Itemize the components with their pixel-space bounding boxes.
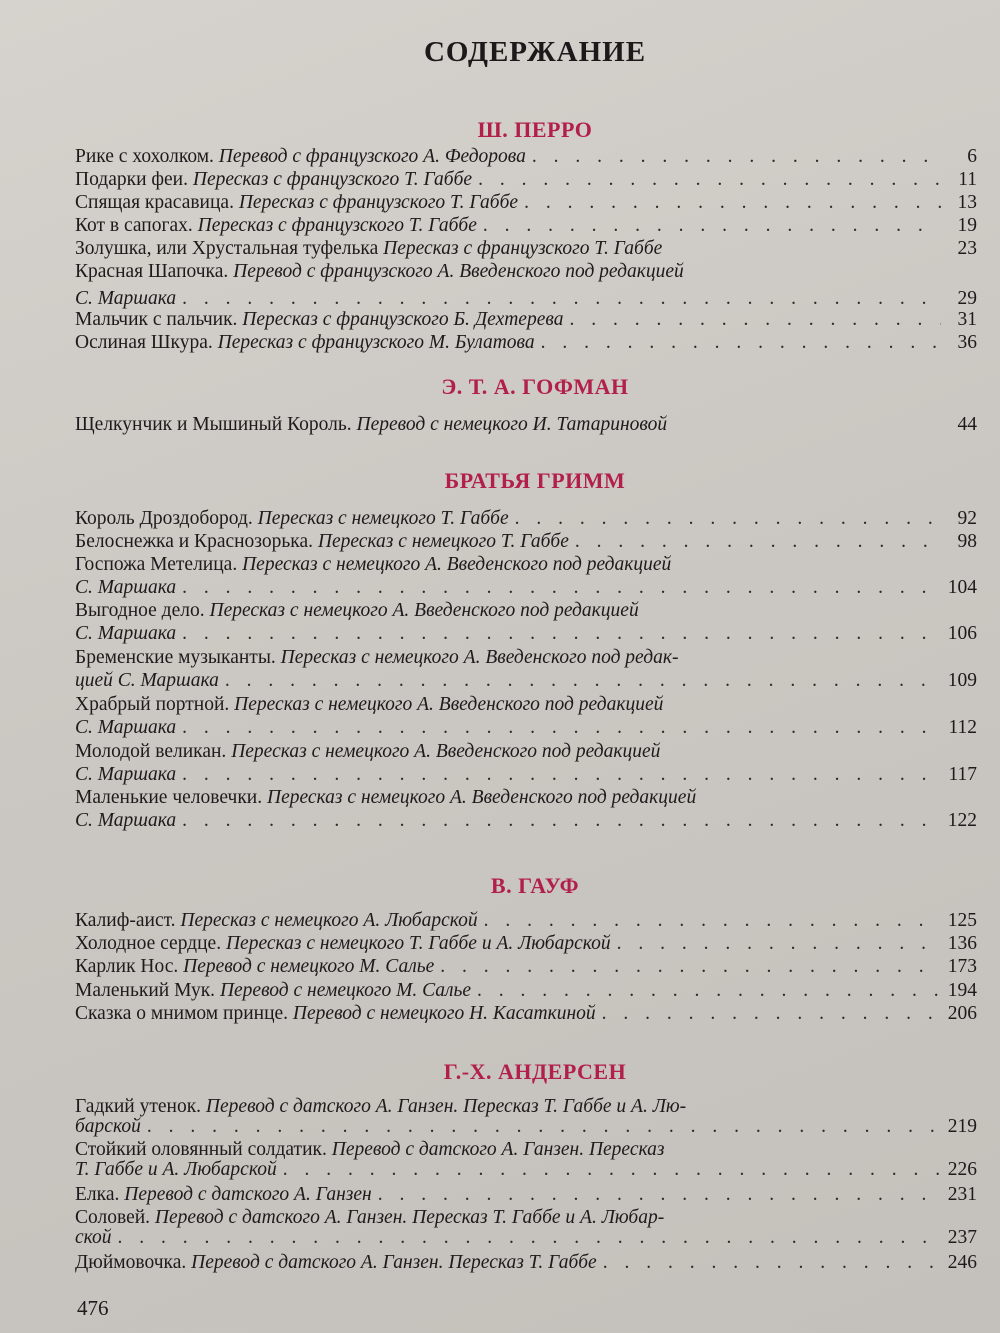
entry-translator: Перевод с датского А. Ганзен. Пересказ Т. Габбе xyxy=(191,1252,597,1273)
entry-translator-cont: ской xyxy=(75,1227,112,1248)
entry-title: Ослиная Шкура. xyxy=(75,332,213,353)
entry-title: Золушка, или Хрустальная туфелька xyxy=(75,238,379,259)
entry-translator: Перевод с немецкого И. Татариновой xyxy=(356,414,668,435)
entry-page: 6 xyxy=(967,146,977,167)
toc-entry[interactable] xyxy=(75,309,977,332)
entry-translator: Пересказ с немецкого А. Введенского под редак- xyxy=(280,647,679,668)
leader-dots xyxy=(532,146,941,169)
toc-entry[interactable] xyxy=(75,933,977,956)
entry-page: 104 xyxy=(947,576,977,598)
entry-translator-cont: С. Маршака xyxy=(75,809,177,831)
leader-dots xyxy=(378,1185,941,1205)
entry-translator: Перевод с немецкого М. Салье xyxy=(219,980,472,1001)
entry-translator-cont: С. Маршака xyxy=(75,576,177,598)
entry-translator-cont: цией С. Маршака xyxy=(75,669,219,691)
toc-entry[interactable] xyxy=(75,1003,977,1026)
entry-title: Король Дроздобород. xyxy=(75,508,253,529)
entry-title: Стойкий оловянный солдатик. xyxy=(75,1139,327,1160)
entry-title: Выгодное дело. xyxy=(75,600,205,621)
toc-entry[interactable] xyxy=(75,215,977,238)
entry-page: 219 xyxy=(947,1116,977,1137)
entry-page: 136 xyxy=(947,933,977,954)
leader-dots xyxy=(225,670,941,693)
entry-page: 226 xyxy=(947,1159,977,1180)
entry-translator: Пересказ с французского М. Булатова xyxy=(217,332,535,353)
entry-translator: Пересказ с немецкого А. Введенского под редакцией xyxy=(209,600,639,621)
entry-translator-cont: С. Маршака xyxy=(75,763,177,785)
leader-dots xyxy=(440,956,941,979)
entry-translator: Пересказ с немецкого А. Любарской xyxy=(180,910,478,931)
entry-translator: Пересказ с немецкого А. Введенского под редакцией xyxy=(234,694,664,715)
toc-entry[interactable] xyxy=(75,694,977,739)
toc-entry[interactable] xyxy=(75,787,977,832)
entry-page: 19 xyxy=(957,215,977,236)
leader-dots xyxy=(182,717,941,740)
toc-entry[interactable] xyxy=(75,169,977,192)
author-heading-hoffmann: Э. Т. А. ГОФМАН xyxy=(441,374,629,399)
leader-dots xyxy=(182,623,941,646)
leader-dots xyxy=(478,169,941,192)
entry-translator: Пересказ с французского Т. Габбе xyxy=(383,238,663,259)
leader-dots xyxy=(569,309,941,332)
entry-page: 29 xyxy=(957,287,977,309)
author-heading-andersen: Г.-Х. АНДЕРСЕН xyxy=(443,1059,627,1084)
leader-dots xyxy=(602,1003,941,1026)
toc-entry[interactable] xyxy=(75,531,977,554)
leader-dots xyxy=(118,1228,941,1248)
leader-dots xyxy=(283,1160,941,1180)
leader-dots xyxy=(484,910,941,933)
toc-entry[interactable] xyxy=(75,980,977,1003)
author-heading-perrault: Ш. ПЕРРО xyxy=(477,117,593,142)
entry-translator: Перевод с немецкого М. Салье xyxy=(183,956,435,977)
toc-entry[interactable] xyxy=(75,1208,977,1248)
leader-dots xyxy=(182,288,941,311)
toc-entry[interactable] xyxy=(75,261,977,310)
author-heading-grimm: БРАТЬЯ ГРИММ xyxy=(444,468,626,493)
leader-dots xyxy=(515,508,941,531)
entry-title: Бременские музыканты. xyxy=(75,647,276,668)
entry-translator-cont: барской xyxy=(75,1116,141,1137)
entry-title: Холодное сердце. xyxy=(75,933,222,954)
leader-dots xyxy=(524,192,941,215)
entry-translator: Пересказ с французского Б. Дехтерева xyxy=(242,309,564,330)
entry-translator: Перевод с датского А. Ганзен xyxy=(124,1184,372,1205)
page-number: 476 xyxy=(77,1296,109,1320)
toc-entry[interactable] xyxy=(75,1185,977,1205)
toc-entry[interactable] xyxy=(75,647,977,692)
entry-title: Соловей. xyxy=(75,1207,151,1228)
entry-translator: Перевод с датского А. Ганзен. Пересказ Т. Габбе и А. Любар- xyxy=(154,1207,665,1228)
entry-title: Белоснежка и Краснозорька. xyxy=(75,531,313,552)
entry-title: Дюймовочка. xyxy=(75,1252,187,1273)
entry-page: 194 xyxy=(947,980,977,1001)
toc-entry[interactable] xyxy=(75,508,977,531)
entry-translator-cont: С. Маршака xyxy=(75,287,177,309)
toc-entry[interactable] xyxy=(75,146,977,169)
entry-title: Подарки феи. xyxy=(75,169,188,190)
toc-entry[interactable] xyxy=(75,238,977,261)
entry-translator: Пересказ с французского Т. Габбе xyxy=(197,215,477,236)
entry-page: 109 xyxy=(947,669,977,691)
entry-page: 206 xyxy=(947,1003,977,1024)
entry-page: 122 xyxy=(947,809,977,831)
entry-page: 246 xyxy=(947,1252,977,1273)
toc-entry[interactable] xyxy=(75,1097,977,1137)
entry-page: 44 xyxy=(957,414,977,435)
entry-page: 125 xyxy=(947,910,977,931)
entry-translator: Пересказ с немецкого Т. Габбе xyxy=(257,508,509,529)
leader-dots xyxy=(483,215,941,238)
leader-dots xyxy=(182,810,941,833)
entry-page: 13 xyxy=(957,192,977,213)
author-heading-hauff: В. ГАУФ xyxy=(490,873,580,898)
entry-translator: Пересказ с французского Т. Габбе xyxy=(238,192,519,213)
leader-dots xyxy=(541,332,941,355)
entry-translator: Пересказ с французского Т. Габбе xyxy=(192,169,473,190)
entry-translator-cont: С. Маршака xyxy=(75,716,177,738)
leader-dots xyxy=(182,577,941,600)
entry-title: Храбрый портной. xyxy=(75,694,230,715)
leader-dots xyxy=(477,980,941,1003)
entry-title: Госпожа Метелица. xyxy=(75,554,238,575)
toc-entry[interactable] xyxy=(75,1140,977,1180)
toc-entry[interactable] xyxy=(75,600,977,645)
entry-translator: Перевод с датского А. Ганзен. Пересказ Т. Габбе и А. Лю- xyxy=(205,1096,687,1117)
entry-page: 112 xyxy=(948,716,977,738)
entry-title: Мальчик с пальчик. xyxy=(75,309,238,330)
entry-page: 231 xyxy=(947,1184,977,1205)
toc-entry[interactable] xyxy=(75,910,977,933)
entry-title: Сказка о мнимом принце. xyxy=(75,1003,289,1024)
entry-page: 23 xyxy=(957,238,977,259)
leader-dots xyxy=(147,1117,941,1137)
toc-entry[interactable] xyxy=(75,554,977,599)
page-title: СОДЕРЖАНИЕ xyxy=(423,36,647,68)
entry-title: Елка. xyxy=(75,1184,120,1205)
entry-translator: Пересказ с немецкого Т. Габбе и А. Любарской xyxy=(225,933,611,954)
entry-page: 92 xyxy=(957,508,977,529)
entry-translator: Пересказ с немецкого Т. Габбе xyxy=(317,531,569,552)
entry-translator: Перевод с немецкого Н. Касаткиной xyxy=(292,1003,596,1024)
toc-entry[interactable] xyxy=(75,741,977,786)
entry-page: 173 xyxy=(947,956,977,977)
entry-translator: Перевод с датского А. Ганзен. Пересказ xyxy=(331,1139,665,1160)
entry-title: Кот в сапогах. xyxy=(75,215,193,236)
leader-dots xyxy=(603,1253,941,1273)
toc-entry[interactable] xyxy=(75,956,977,979)
entry-page: 237 xyxy=(947,1227,977,1248)
entry-translator: Перевод с французского А. Введенского под редакцией xyxy=(233,261,684,282)
entry-page: 98 xyxy=(957,531,977,552)
entry-page: 11 xyxy=(958,169,977,190)
entry-title: Карлик Нос. xyxy=(75,956,179,977)
entry-page: 106 xyxy=(947,622,977,644)
toc-entry[interactable] xyxy=(75,1253,977,1273)
entry-page: 117 xyxy=(948,763,977,785)
toc-entry[interactable] xyxy=(75,192,977,215)
entry-page: 31 xyxy=(957,309,977,330)
leader-dots xyxy=(617,933,941,956)
entry-title: Маленькие человечки. xyxy=(75,787,263,808)
toc-entry[interactable] xyxy=(75,332,977,355)
toc-entry[interactable] xyxy=(75,414,977,437)
leader-dots xyxy=(182,764,941,787)
entry-translator: Пересказ с немецкого А. Введенского под редакцией xyxy=(242,554,672,575)
entry-title: Спящая красавица. xyxy=(75,192,234,213)
entry-title: Гадкий утенок. xyxy=(75,1096,202,1117)
entry-translator-cont: Т. Габбе и А. Любарской xyxy=(75,1159,277,1180)
entry-translator: Пересказ с немецкого А. Введенского под редакцией xyxy=(267,787,697,808)
entry-title: Маленький Мук. xyxy=(75,980,216,1001)
entry-title: Красная Шапочка. xyxy=(75,261,229,282)
entry-title: Рике с хохолком. xyxy=(75,146,214,167)
entry-translator: Перевод с французского А. Федорова xyxy=(218,146,526,167)
entry-title: Молодой великан. xyxy=(75,741,227,762)
entry-translator-cont: С. Маршака xyxy=(75,622,177,644)
entry-translator: Пересказ с немецкого А. Введенского под редакцией xyxy=(231,741,661,762)
entry-title: Щелкунчик и Мышиный Король. xyxy=(75,414,352,435)
entry-page: 36 xyxy=(957,332,977,353)
leader-dots xyxy=(575,531,941,554)
entry-title: Калиф-аист. xyxy=(75,910,176,931)
